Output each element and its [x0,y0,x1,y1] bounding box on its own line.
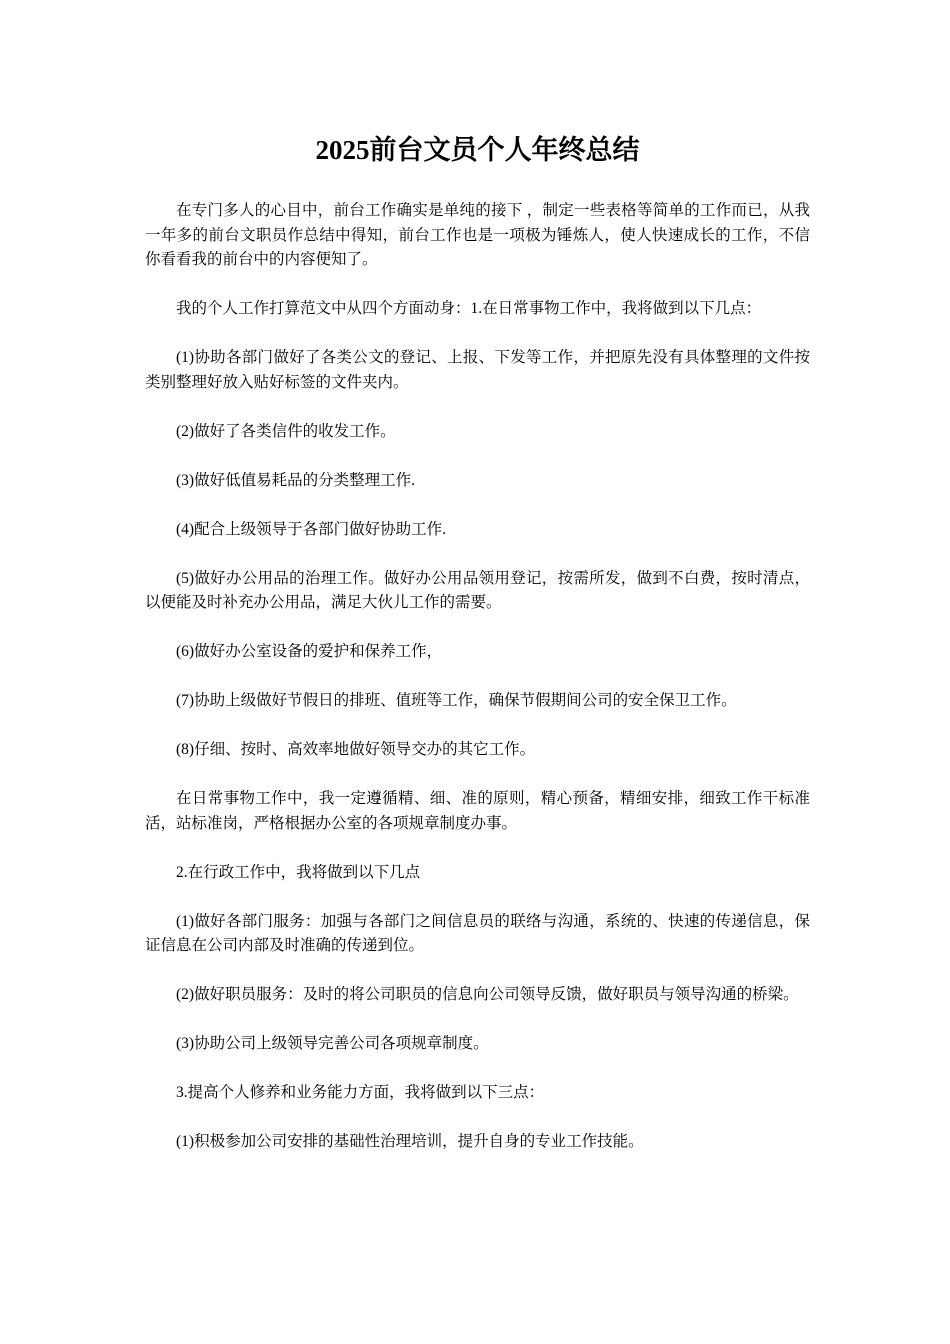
paragraph-daily-item-2: (2)做好了各类信件的收发工作。 [176,422,396,440]
paragraph-daily-item-4: (4)配合上级领导于各部门做好协助工作. [176,520,446,538]
paragraph-daily-item-6: (6)做好办公室设备的爱护和保养工作， [176,643,443,660]
paragraph-admin-item-1: (1)做好各部门服务：加强与各部门之间信息员的联络与沟通，系统的、快速的传递信息，保证信息在公司内部及时准确的传递到位。 [145,912,810,954]
paragraph-plan-overview: 我的个人工作打算范文中从四个方面动身：1.在日常事物工作中，我将做到以下几点： [176,300,762,317]
paragraph-admin-item-2: (2)做好职员服务：及时的将公司职员的信息向公司领导反馈，做好职员与领导沟通的桥梁。 [176,986,799,1003]
document-body [145,199,810,1179]
paragraph-daily-item-8: (8)仔细、按时、高效率地做好领导交办的其它工作。 [176,741,536,758]
paragraph-daily-item-1: (1)协助各部门做好了各类公文的登记、上报、下发等工作，并把原先没有具体整理的文件按类别整理好放入贴好标签的文件夹内。 [145,349,810,391]
paragraph-daily-item-3: (3)做好低值易耗品的分类整理工作. [176,471,415,489]
paragraph-skills-item-1: (1)积极参加公司安排的基础性治理培训，提升自身的专业工作技能。 [176,1133,644,1150]
paragraph-skills-heading: 3.提高个人修养和业务能力方面，我将做到以下三点： [176,1084,545,1101]
paragraph-daily-item-5: (5)做好办公用品的治理工作。做好办公用品领用登记，按需所发，做到不白费，按时清点，以便能及时补充办公用品，满足大伙儿工作的需要。 [145,569,810,611]
paragraph-intro: 在专门多人的心目中，前台工作确实是单纯的接下 ，制定一些表格等简单的工作而已，从我一年多的前台文职员作总结中得知，前台工作也是一项极为锤炼人，使人快速成长的工作，不信你看看我的前台中的内容便知了。 [145,202,810,268]
paragraph-admin-item-3: (3)协助公司上级领导完善公司各项规章制度。 [176,1035,489,1052]
paragraph-admin-heading: 2.在行政工作中，我将做到以下几点 [176,863,421,881]
paragraph-daily-item-7: (7)协助上级做好节假日的排班、值班等工作，确保节假期间公司的安全保卫工作。 [176,692,737,709]
document-title: 2025前台文员个人年终总结 [315,135,640,165]
paragraph-daily-summary: 在日常事物工作中，我一定遵循精、细、准的原则，精心预备，精细安排，细致工作干标准活，站标准岗，严格根据办公室的各项规章制度办事。 [145,790,810,832]
